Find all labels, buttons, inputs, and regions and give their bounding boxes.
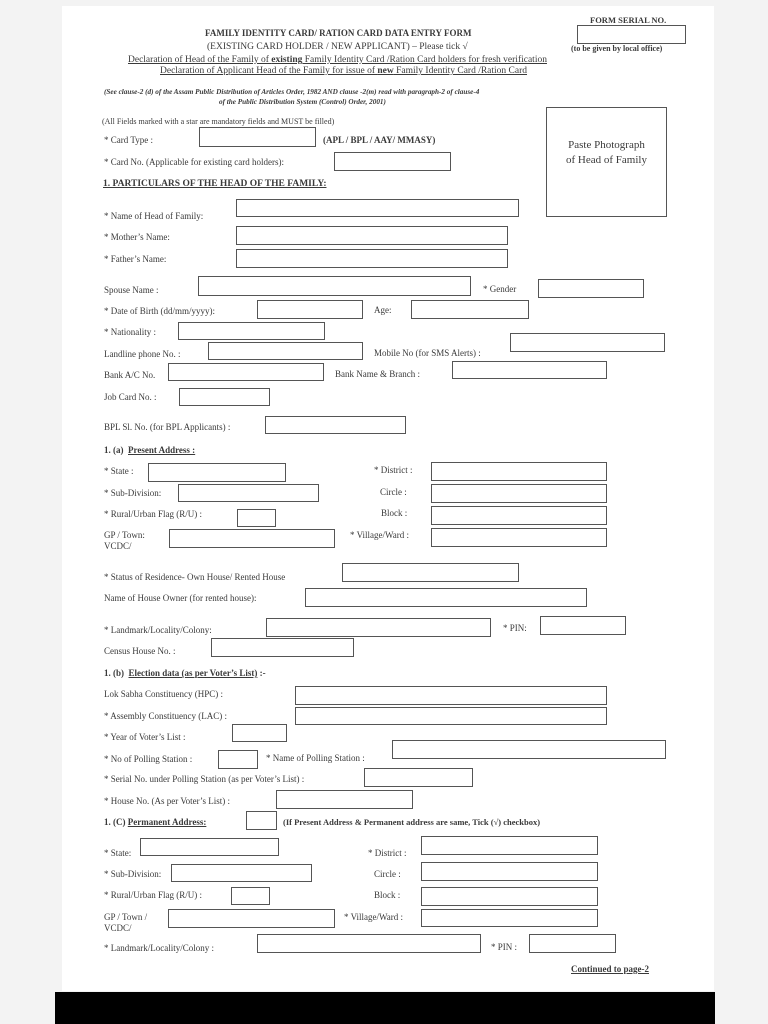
card-type-label: * Card Type : [104,135,153,145]
permanent-district-input[interactable] [421,836,598,855]
present-address-title [104,445,195,456]
dob-label: * Date of Birth (dd/mm/yyyy): [104,306,215,316]
present-village-input[interactable] [431,528,607,547]
decl1-text-b: existing [271,55,303,65]
permanent-subdivision-input[interactable] [171,864,312,882]
decl2-text-a: Declaration of Applicant Head of the Family for issue of [160,66,378,76]
polling-station-name-input[interactable] [392,740,666,759]
photo-label-1: Paste Photograph [568,139,645,151]
landline-label: Landline phone No. : [104,349,181,359]
bank-name-label: Bank Name & Branch : [335,369,420,379]
present-pin-label: * PIN: [503,623,527,633]
age-label: Age: [374,305,392,315]
job-card-label: Job Card No. : [104,392,157,402]
card-number-label: * Card No. (Applicable for existing card holders): [104,157,284,167]
present-block-input[interactable] [431,506,607,525]
residence-status-input[interactable] [342,563,519,582]
gender-input[interactable] [538,279,644,298]
gender-label: * Gender [483,284,517,294]
mobile-label: Mobile No (for SMS Alerts) : [374,348,481,358]
permanent-block-label: Block : [374,890,401,900]
bpl-label: BPL Sl. No. (for BPL Applicants) : [104,422,231,432]
house-owner-label: Name of House Owner (for rented house): [104,593,257,603]
present-subdivision-label: * Sub-Division: [104,488,162,498]
permanent-circle-label: Circle : [374,869,401,879]
clause-line-1: (See clause-2 (d) of the Assam Public Distribution of Articles Order, 1982 AND clause -2(m) read with paragraph-2 of clause-4 [104,88,480,96]
permanent-landmark-input[interactable] [257,934,481,953]
permanent-state-input[interactable] [140,838,279,856]
permanent-village-input[interactable] [421,909,598,927]
photo-label-2: of Head of Family [566,154,647,166]
decl2-text-b: new [377,66,394,76]
bank-name-input[interactable] [452,361,607,379]
permanent-block-input[interactable] [421,887,598,906]
permanent-circle-input[interactable] [421,862,598,881]
card-type-options: (APL / BPL / AAY/ MMASY) [323,135,436,145]
father-name-input[interactable] [236,249,508,268]
voter-house-no-label: * House No. (As per Voter’s List) : [104,796,230,806]
present-subdivision-input[interactable] [178,484,319,502]
same-address-note: (If Present Address & Permanent address are same, Tick (√) checkbox) [283,817,541,827]
voter-list-year-label: * Year of Voter’s List : [104,732,186,742]
age-input[interactable] [411,300,529,319]
decl2-text-c: Family Identity Card /Ration Card [393,66,528,76]
present-district-input[interactable] [431,462,607,481]
assembly-input[interactable] [295,707,607,725]
form-serial-label: FORM SERIAL NO. [590,15,667,25]
voter-serial-input[interactable] [364,768,473,787]
election-data-num: 1. (b) [104,668,124,678]
head-name-label: * Name of Head of Family: [104,211,204,221]
clause-line-2: of the Public Distribution System (Control) Order, 2001) [219,98,386,106]
permanent-address-text: Permanent Address: [127,817,207,827]
voter-list-year-input[interactable] [232,724,287,742]
permanent-address-num: 1. (C) [104,817,126,827]
mandatory-note: (All Fields marked with a star are mandatory fields and MUST be filled) [102,117,335,126]
section-head-of-family-title: 1. PARTICULARS OF THE HEAD OF THE FAMILY: [103,179,327,189]
present-circle-label: Circle : [380,487,407,497]
voter-serial-label: * Serial No. under Polling Station (as per Voter’s List) : [104,774,305,784]
spouse-name-input[interactable] [198,276,471,296]
present-rural-urban-label: * Rural/Urban Flag (R/U) : [104,509,202,519]
form-serial-input[interactable] [577,25,686,44]
permanent-address-title [104,817,206,828]
election-data-tail: :- [257,668,266,678]
permanent-pin-input[interactable] [529,934,616,953]
present-gp-town-input[interactable] [169,529,335,548]
nationality-label: * Nationality : [104,327,156,337]
census-house-input[interactable] [211,638,354,657]
present-address-text: Present Address : [128,445,196,455]
election-data-text: Election data (as per Voter’s List) [128,668,258,678]
permanent-landmark-label: * Landmark/Locality/Colony : [104,943,214,953]
residence-status-label: * Status of Residence- Own House/ Rented House [104,572,286,582]
lok-sabha-label: Lok Sabha Constituency (HPC) : [104,689,223,699]
present-landmark-input[interactable] [266,618,491,637]
continued-note: Continued to page-2 [571,964,650,974]
mother-name-label: * Mother’s Name: [104,232,170,242]
decl1-text-a: Declaration of Head of the Family of [128,55,272,65]
card-type-input[interactable] [199,127,316,147]
polling-station-no-label: * No of Polling Station : [104,754,193,764]
permanent-gp-town-input[interactable] [168,909,335,928]
permanent-village-label: * Village/Ward : [344,912,404,922]
dob-input[interactable] [257,300,363,319]
form-serial-note: (to be given by local office) [571,44,663,53]
bpl-input[interactable] [265,416,406,434]
permanent-rural-urban-input[interactable] [231,887,270,905]
landline-input[interactable] [208,342,363,360]
present-address-num: 1. (a) [104,445,124,455]
bank-ac-input[interactable] [168,363,324,381]
present-district-label: * District : [374,465,413,475]
head-name-input[interactable] [236,199,519,217]
father-name-label: * Father’s Name: [104,254,167,264]
mobile-input[interactable] [510,333,665,352]
present-landmark-label: * Landmark/Locality/Colony: [104,625,212,635]
house-owner-input[interactable] [305,588,587,607]
form-title: FAMILY IDENTITY CARD/ RATION CARD DATA ENTRY FORM [205,28,472,38]
permanent-rural-urban-label: * Rural/Urban Flag (R/U) : [104,890,202,900]
scan-footer-bar [55,992,715,1024]
present-gp-town-label: GP / Town: [104,530,145,540]
same-address-checkbox[interactable] [246,811,277,830]
polling-station-no-input[interactable] [218,750,258,769]
permanent-subdivision-label: * Sub-Division: [104,869,162,879]
lok-sabha-input[interactable] [295,686,607,705]
census-house-label: Census House No. : [104,646,176,656]
present-state-label: * State : [104,466,134,476]
present-village-label: * Village/Ward : [350,530,410,540]
permanent-pin-label: * PIN : [491,942,518,952]
permanent-district-label: * District : [368,848,407,858]
present-pin-input[interactable] [540,616,626,635]
assembly-label: * Assembly Constituency (LAC) : [104,711,227,721]
declaration-existing [128,55,547,66]
nationality-input[interactable] [178,322,325,340]
permanent-gp-town-label: GP / Town / [104,912,148,922]
present-block-label: Block : [381,508,408,518]
bank-ac-label: Bank A/C No. [104,370,156,380]
decl1-text-c: Family Identity Card /Ration Card holders for fresh verification [302,55,547,65]
permanent-vcdc-label: VCDC/ [104,923,132,933]
present-vcdc-label: VCDC/ [104,541,132,551]
present-state-input[interactable] [148,463,286,482]
declaration-new [160,66,527,77]
job-card-input[interactable] [179,388,270,406]
election-data-title [104,668,266,679]
present-rural-urban-input[interactable] [237,509,276,527]
applicant-type-line: (EXISTING CARD HOLDER / NEW APPLICANT) – Please tick √ [207,42,468,52]
spouse-name-label: Spouse Name : [104,285,159,295]
present-circle-input[interactable] [431,484,607,503]
permanent-state-label: * State: [104,848,132,858]
mother-name-input[interactable] [236,226,508,245]
polling-station-name-label: * Name of Polling Station : [266,753,365,763]
card-number-input[interactable] [334,152,451,171]
voter-house-no-input[interactable] [276,790,413,809]
